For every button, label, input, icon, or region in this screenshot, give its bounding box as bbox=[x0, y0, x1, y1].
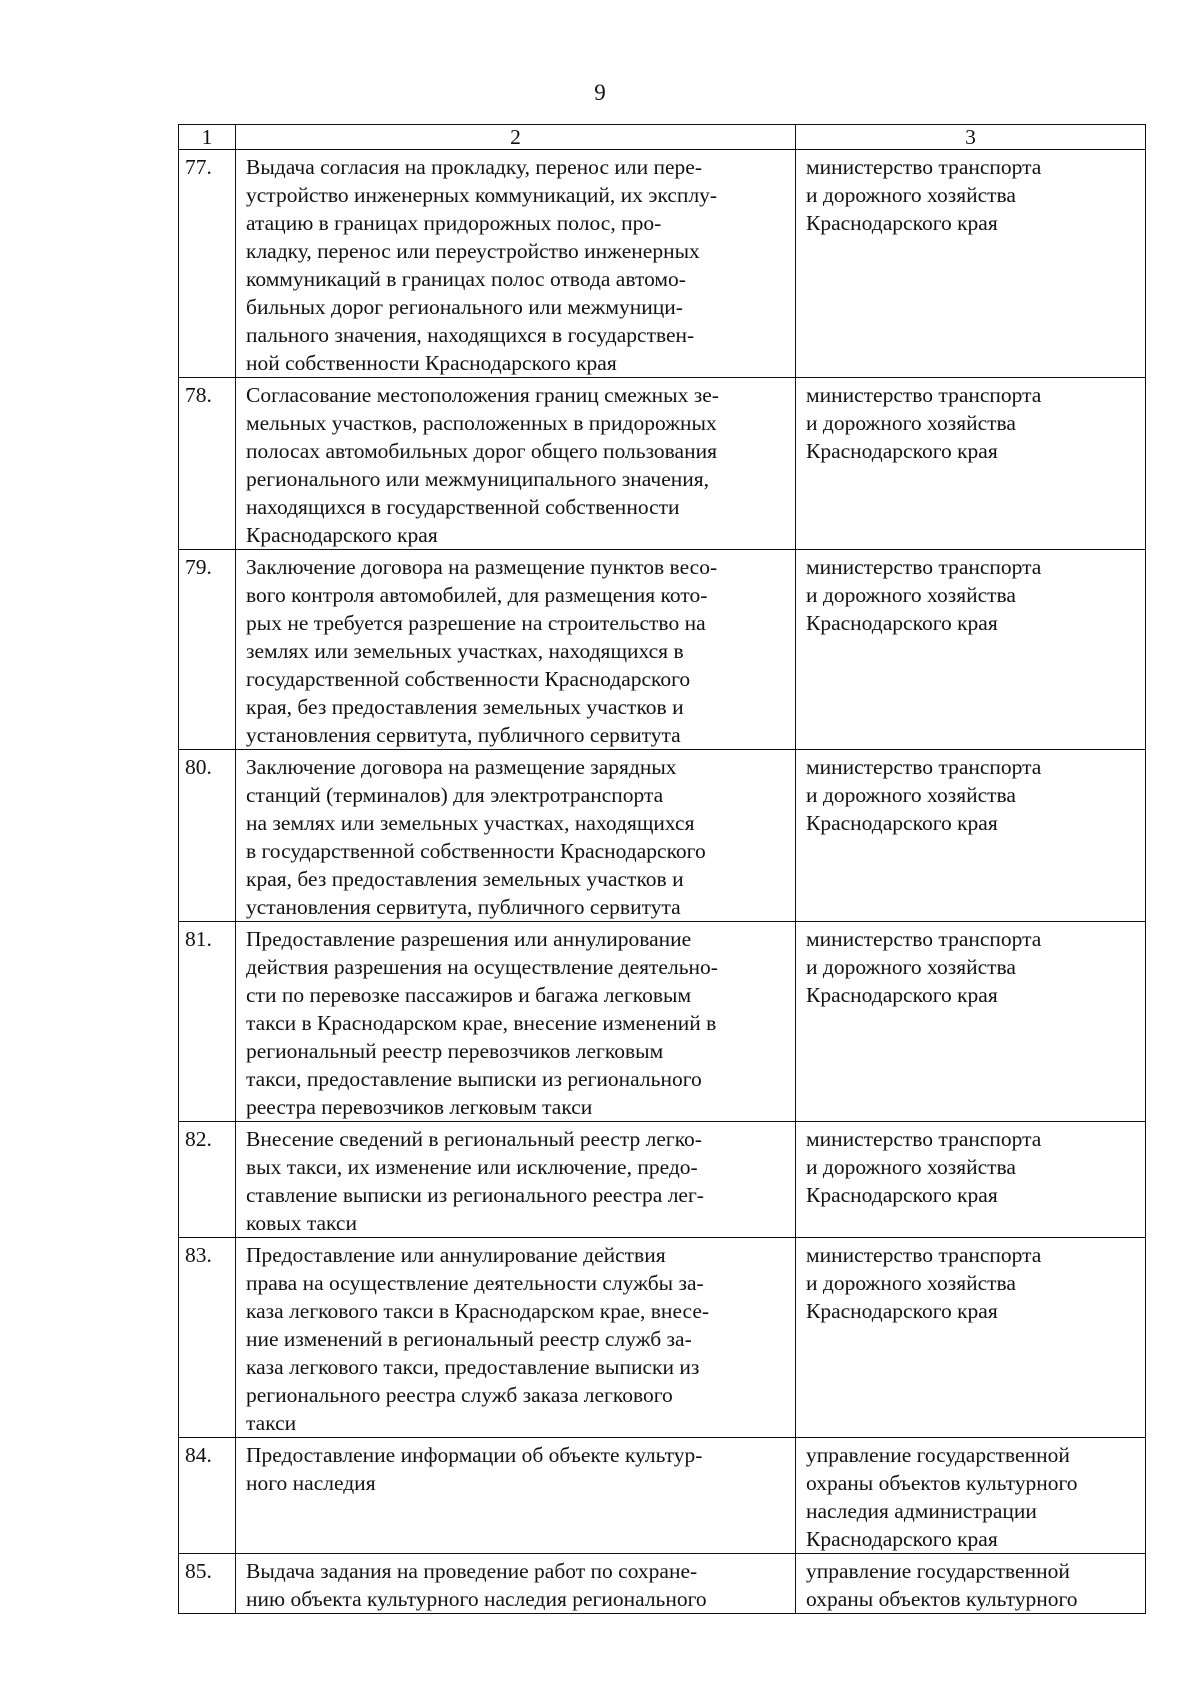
service-description-line: действия разрешения на осуществление деятельно- bbox=[246, 955, 718, 979]
responsible-authority-line: и дорожного хозяйства bbox=[806, 1155, 1016, 1179]
responsible-authority-line: и дорожного хозяйства bbox=[806, 183, 1016, 207]
service-description-line: атацию в границах придорожных полос, про- bbox=[246, 211, 662, 235]
service-description-line: вых такси, их изменение или исключение, предо- bbox=[246, 1155, 698, 1179]
service-description-line: Краснодарского края bbox=[246, 523, 438, 547]
responsible-authority bbox=[796, 922, 1146, 1122]
row-number: 81. bbox=[179, 922, 236, 1122]
responsible-authority-line: охраны объектов культурного bbox=[806, 1471, 1078, 1495]
service-description-line: вого контроля автомобилей, для размещения кото- bbox=[246, 583, 708, 607]
service-description-line: регионального реестра служб заказа легкового bbox=[246, 1383, 673, 1407]
service-description-line: в государственной собственности Краснодарского bbox=[246, 839, 706, 863]
column-header-2: 2 bbox=[236, 125, 796, 150]
responsible-authority bbox=[796, 378, 1146, 550]
responsible-authority-line: управление государственной bbox=[806, 1559, 1070, 1583]
service-description-line: права на осуществление деятельности службы за- bbox=[246, 1271, 704, 1295]
row-number: 82. bbox=[179, 1122, 236, 1238]
service-description-line: землях или земельных участках, находящихся в bbox=[246, 639, 684, 663]
service-description-line: находящихся в государственной собственности bbox=[246, 495, 680, 519]
responsible-authority-line: министерство транспорта bbox=[806, 155, 1042, 179]
service-description-line: станций (терминалов) для электротранспорта bbox=[246, 783, 664, 807]
service-description-line: регионального или межмуниципального значения, bbox=[246, 467, 710, 491]
service-description bbox=[236, 1122, 796, 1238]
row-number: 80. bbox=[179, 750, 236, 922]
service-description-line: каза легкового такси в Краснодарском крае, внесе- bbox=[246, 1299, 710, 1323]
service-description-line: Выдача задания на проведение работ по сохране- bbox=[246, 1559, 698, 1583]
service-description-line: края, без предоставления земельных участков и bbox=[246, 695, 684, 719]
row-number: 77. bbox=[179, 150, 236, 378]
service-description-line: ной собственности Краснодарского края bbox=[246, 351, 617, 375]
row-number: 84. bbox=[179, 1438, 236, 1554]
service-description-line: сти по перевозке пассажиров и багажа легковым bbox=[246, 983, 692, 1007]
service-description bbox=[236, 1238, 796, 1438]
table-row bbox=[179, 1122, 1146, 1238]
services-register-table bbox=[178, 124, 1146, 1614]
service-description-line: реестра перевозчиков легковым такси bbox=[246, 1095, 593, 1119]
responsible-authority-line: министерство транспорта bbox=[806, 383, 1042, 407]
service-description-line: кладку, перенос или переустройство инженерных bbox=[246, 239, 700, 263]
table-row bbox=[179, 1238, 1146, 1438]
service-description bbox=[236, 1438, 796, 1554]
responsible-authority-line: наследия администрации bbox=[806, 1499, 1037, 1523]
table-body bbox=[179, 125, 1146, 1614]
responsible-authority-line: Краснодарского края bbox=[806, 1299, 998, 1323]
service-description-line: установления сервитута, публичного сервитута bbox=[246, 723, 681, 747]
responsible-authority bbox=[796, 750, 1146, 922]
service-description-line: Предоставление разрешения или аннулирование bbox=[246, 927, 692, 951]
service-description-line: мельных участков, расположенных в придорожных bbox=[246, 411, 717, 435]
service-description-line: на землях или земельных участках, находящихся bbox=[246, 811, 695, 835]
service-description-line: Согласование местоположения границ смежных зе- bbox=[246, 383, 719, 407]
responsible-authority-line: и дорожного хозяйства bbox=[806, 955, 1016, 979]
service-description-line: пального значения, находящихся в государствен- bbox=[246, 323, 695, 347]
service-description-line: ного наследия bbox=[246, 1471, 376, 1495]
service-description-line: установления сервитута, публичного сервитута bbox=[246, 895, 681, 919]
responsible-authority bbox=[796, 550, 1146, 750]
service-description bbox=[236, 150, 796, 378]
responsible-authority-line: министерство транспорта bbox=[806, 1243, 1042, 1267]
service-description-line: Внесение сведений в региональный реестр легко- bbox=[246, 1127, 702, 1151]
row-number: 79. bbox=[179, 550, 236, 750]
responsible-authority bbox=[796, 1238, 1146, 1438]
service-description-line: коммуникаций в границах полос отвода автомо- bbox=[246, 267, 686, 291]
responsible-authority-line: Краснодарского края bbox=[806, 439, 998, 463]
service-description-line: такси bbox=[246, 1411, 297, 1435]
responsible-authority-line: Краснодарского края bbox=[806, 1183, 998, 1207]
service-description-line: государственной собственности Краснодарского bbox=[246, 667, 691, 691]
service-description bbox=[236, 750, 796, 922]
service-description-line: полосах автомобильных дорог общего пользования bbox=[246, 439, 717, 463]
service-description-line: края, без предоставления земельных участков и bbox=[246, 867, 684, 891]
responsible-authority-line: министерство транспорта bbox=[806, 555, 1042, 579]
responsible-authority bbox=[796, 1122, 1146, 1238]
service-description-line: Предоставление или аннулирование действия bbox=[246, 1243, 666, 1267]
responsible-authority-line: охраны объектов культурного bbox=[806, 1587, 1078, 1611]
responsible-authority-line: и дорожного хозяйства bbox=[806, 583, 1016, 607]
responsible-authority bbox=[796, 1438, 1146, 1554]
service-description-line: ние изменений в региональный реестр служб за- bbox=[246, 1327, 692, 1351]
table-row bbox=[179, 750, 1146, 922]
column-numbers-row bbox=[179, 125, 1146, 150]
responsible-authority-line: министерство транспорта bbox=[806, 927, 1042, 951]
responsible-authority-line: министерство транспорта bbox=[806, 755, 1042, 779]
table-row bbox=[179, 150, 1146, 378]
page-number: 9 bbox=[594, 80, 606, 105]
responsible-authority bbox=[796, 1554, 1146, 1614]
service-description bbox=[236, 922, 796, 1122]
table-row bbox=[179, 1438, 1146, 1554]
service-description-line: бильных дорог регионального или межмуници- bbox=[246, 295, 683, 319]
table-row bbox=[179, 1554, 1146, 1614]
service-description-line: каза легкового такси, предоставление выписки из bbox=[246, 1355, 700, 1379]
service-description-line: ковых такси bbox=[246, 1211, 357, 1235]
responsible-authority-line: управление государственной bbox=[806, 1443, 1070, 1467]
service-description-line: нию объекта культурного наследия регионального bbox=[246, 1587, 707, 1611]
responsible-authority-line: министерство транспорта bbox=[806, 1127, 1042, 1151]
service-description-line: устройство инженерных коммуникаций, их эксплу- bbox=[246, 183, 718, 207]
service-description bbox=[236, 378, 796, 550]
service-description bbox=[236, 1554, 796, 1614]
responsible-authority-line: Краснодарского края bbox=[806, 983, 998, 1007]
responsible-authority-line: и дорожного хозяйства bbox=[806, 411, 1016, 435]
column-header-1: 1 bbox=[179, 125, 236, 150]
responsible-authority-line: и дорожного хозяйства bbox=[806, 783, 1016, 807]
service-description-line: Выдача согласия на прокладку, перенос или пере- bbox=[246, 155, 702, 179]
table-row bbox=[179, 378, 1146, 550]
responsible-authority-line: Краснодарского края bbox=[806, 611, 998, 635]
column-header-3: 3 bbox=[796, 125, 1146, 150]
service-description-line: Заключение договора на размещение зарядных bbox=[246, 755, 677, 779]
responsible-authority-line: Краснодарского края bbox=[806, 211, 998, 235]
service-description-line: ставление выписки из регионального реестра лег- bbox=[246, 1183, 704, 1207]
responsible-authority bbox=[796, 150, 1146, 378]
table-row bbox=[179, 550, 1146, 750]
responsible-authority-line: и дорожного хозяйства bbox=[806, 1271, 1016, 1295]
service-description-line: рых не требуется разрешение на строительство на bbox=[246, 611, 706, 635]
service-description-line: Заключение договора на размещение пунктов весо- bbox=[246, 555, 718, 579]
row-number: 83. bbox=[179, 1238, 236, 1438]
responsible-authority-line: Краснодарского края bbox=[806, 1527, 998, 1551]
responsible-authority-line: Краснодарского края bbox=[806, 811, 998, 835]
service-description-line: такси, предоставление выписки из регионального bbox=[246, 1067, 702, 1091]
row-number: 85. bbox=[179, 1554, 236, 1614]
row-number: 78. bbox=[179, 378, 236, 550]
service-description-line: региональный реестр перевозчиков легковым bbox=[246, 1039, 664, 1063]
service-description-line: такси в Краснодарском крае, внесение изменений в bbox=[246, 1011, 717, 1035]
service-description bbox=[236, 550, 796, 750]
table-row bbox=[179, 922, 1146, 1122]
service-description-line: Предоставление информации об объекте культур- bbox=[246, 1443, 703, 1467]
